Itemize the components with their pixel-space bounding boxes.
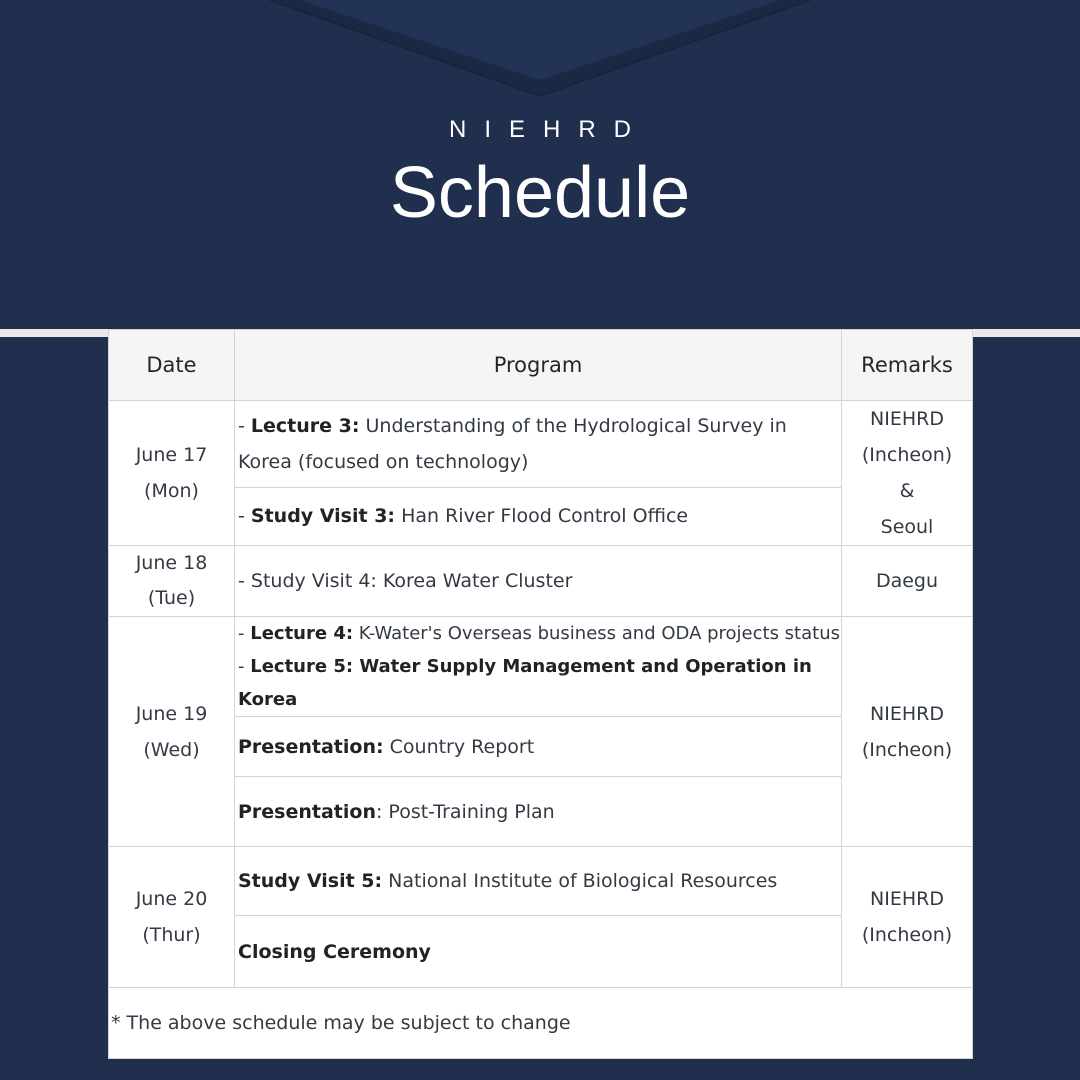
header-date: Date: [109, 330, 235, 401]
date-cell: [109, 847, 235, 988]
remarks-line: NIEHRD: [870, 408, 944, 430]
item-prefix: -: [238, 570, 251, 592]
remarks-cell: [842, 617, 973, 847]
remarks-line: Daegu: [875, 570, 939, 592]
date-cell: [109, 401, 235, 546]
remarks-line: NIEHRD: [870, 888, 944, 910]
remarks-cell: [842, 401, 973, 546]
item-label: Study Visit 5:: [238, 870, 383, 892]
list-item: [238, 617, 841, 650]
item-prefix: -: [238, 656, 251, 677]
date-cell: [109, 546, 235, 617]
item-label: Presentation: [238, 800, 376, 823]
remarks-line: NIEHRD: [870, 702, 944, 725]
table-header-row: [109, 330, 973, 401]
remarks-line: &: [899, 480, 915, 502]
program-cell: [235, 916, 842, 988]
program-cell: [235, 401, 842, 488]
weekday-text: (Wed): [143, 738, 200, 761]
program-cell: [235, 847, 842, 916]
item-prefix: -: [238, 414, 251, 437]
program-cell: [235, 546, 842, 617]
remarks-cell: [842, 546, 973, 617]
remarks-line: (Incheon): [861, 738, 953, 761]
list-item: [238, 650, 841, 716]
org-name: NIEHRD: [448, 116, 649, 143]
remarks-line: (Incheon): [861, 444, 953, 466]
weekday-text: (Thur): [142, 924, 201, 946]
date-text: June 20: [135, 888, 208, 910]
date-text: June 18: [135, 552, 208, 574]
item-text: : Post-Training Plan: [375, 800, 555, 823]
item-label: Study Visit 3:: [250, 505, 396, 528]
weekday-text: (Mon): [144, 480, 199, 502]
date-cell: [109, 617, 235, 847]
header-program: Program: [235, 330, 842, 401]
item-text: K-Water's Overseas business and ODA projects status: [353, 623, 840, 644]
footnote: * The above schedule may be subject to change: [109, 988, 973, 1059]
item-label: Closing Ceremony: [238, 940, 431, 963]
program-cell: [235, 487, 842, 545]
footnote-row: [109, 988, 973, 1059]
schedule-table: [108, 329, 973, 1059]
item-prefix: -: [238, 505, 251, 528]
program-cell: [235, 777, 842, 847]
remarks-line: (Incheon): [861, 924, 953, 946]
item-text: Understanding of the Hydrological Survey in Korea (focused on technology): [238, 414, 787, 473]
program-cell: [235, 617, 842, 717]
chevron-decoration: [0, 0, 1080, 110]
table-row: [109, 617, 973, 717]
header-remarks: Remarks: [842, 330, 973, 401]
item-prefix: -: [238, 623, 251, 644]
date-text: June 19: [135, 702, 208, 725]
item-label: Lecture 4:: [250, 623, 354, 644]
table-row: [109, 847, 973, 916]
item-text: Study Visit 4: Korea Water Cluster: [250, 570, 573, 592]
item-text: National Institute of Biological Resources: [382, 870, 778, 892]
page-title: Schedule: [389, 153, 691, 233]
item-text: Country Report: [383, 735, 535, 758]
item-label: Lecture 3:: [250, 414, 360, 437]
remarks-cell: [842, 847, 973, 988]
item-label: Lecture 5: Water Supply Management and Operation in Korea: [238, 656, 812, 710]
weekday-text: (Tue): [147, 587, 196, 609]
date-text: June 17: [135, 444, 208, 466]
item-text: Han River Flood Control Office: [395, 505, 689, 528]
remarks-line: Seoul: [880, 516, 934, 538]
program-cell: [235, 717, 842, 777]
table-row: [109, 546, 973, 617]
table-row: [109, 401, 973, 488]
item-label: Presentation:: [238, 735, 384, 758]
